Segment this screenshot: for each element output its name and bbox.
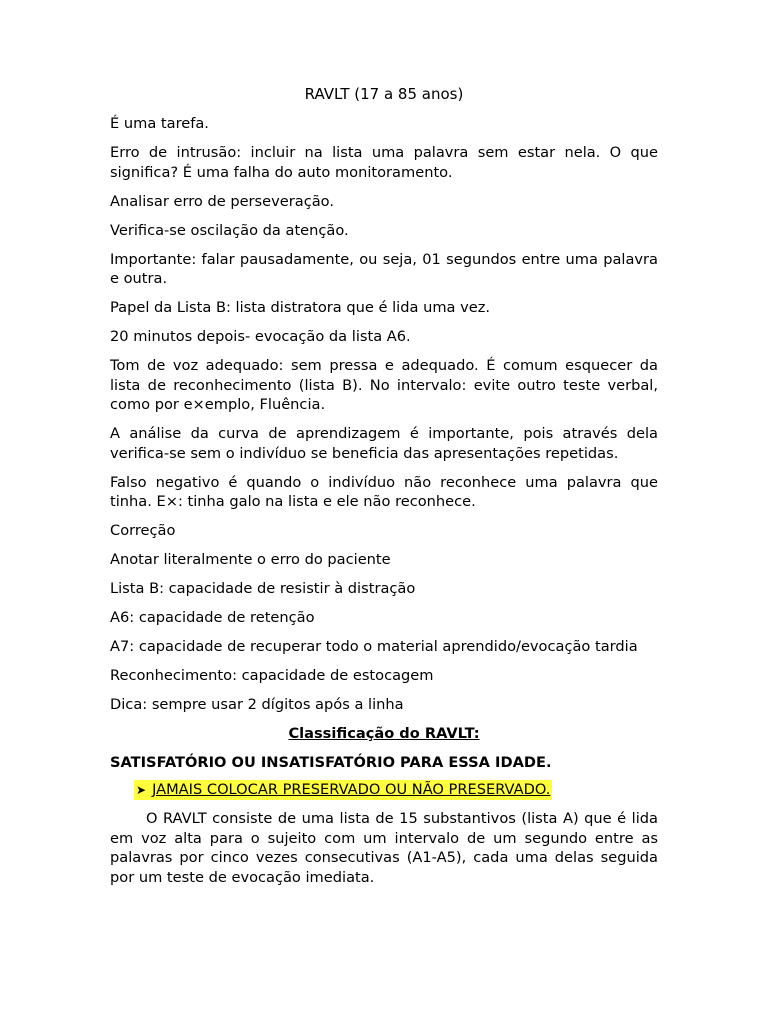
- paragraph-tarefa: É uma tarefa.: [110, 115, 209, 132]
- highlighted-bullet: [134, 780, 658, 800]
- paragraph-erro-intrusao: Erro de intrusão: incluir na lista uma palavra sem estar nela. O que significa? É uma falha do auto monitoramento.: [110, 144, 658, 181]
- paragraph-lista-b: Papel da Lista B: lista distratora que é lida uma vez.: [110, 299, 491, 316]
- paragraph-oscilacao: Verifica-se oscilação da atenção.: [110, 221, 349, 239]
- paragraph-anotar: Anotar literalmente o erro do paciente: [110, 551, 391, 568]
- paragraph-a6: A6: capacidade de retenção: [110, 609, 315, 626]
- caps-line: SATISFATÓRIO OU INSATISFATÓRIO PARA ESSA IDADE.: [110, 753, 552, 771]
- paragraph-reconhecimento: Reconhecimento: capacidade de estocagem: [110, 667, 434, 684]
- bullet-text: JAMAIS COLOCAR PRESERVADO OU NÃO PRESERVADO.: [152, 781, 551, 798]
- paragraph-correcao: Correção: [110, 522, 176, 539]
- arrow-bullet-icon: ➤: [134, 780, 152, 800]
- paragraph-curva-aprendizagem: A análise da curva de aprendizagem é importante, pois através dela verifica-se sem o indivíduo se beneficia das apresentações repetidas.: [110, 425, 658, 462]
- paragraph-a7: A7: capacidade de recuperar todo o material aprendido/evocação tardia: [110, 638, 638, 655]
- final-paragraph: O RAVLT consiste de uma lista de 15 substantivos (lista A) que é lida em voz alta para o sujeito com um intervalo de um segundo entre as palavras por cinco vezes consecutivas (A1-A5), cada uma delas seguida por um teste de evocação imediata.: [110, 810, 658, 886]
- paragraph-perseveracao: Analisar erro de perseveração.: [110, 192, 334, 210]
- paragraph-tom-de-voz: Tom de voz adequado: sem pressa e adequado. É comum esquecer da lista de reconhecimento (lista B). No intervalo: evite outro teste verbal, como por e×emplo, Fluência.: [110, 357, 658, 413]
- section-heading: Classificação do RAVLT:: [288, 725, 480, 742]
- paragraph-dica: Dica: sempre usar 2 dígitos após a linha: [110, 696, 404, 713]
- paragraph-importante: Importante: falar pausadamente, ou seja, 01 segundos entre uma palavra e outra.: [110, 250, 658, 287]
- paragraph-lista-b-capacidade: Lista B: capacidade de resistir à distração: [110, 580, 416, 597]
- paragraph-20-minutos: 20 minutos depois- evocação da lista A6.: [110, 328, 411, 345]
- paragraph-falso-negativo: Falso negativo é quando o indivíduo não reconhece uma palavra que tinha. E×: tinha galo na lista e ele não reconhece.: [110, 473, 658, 510]
- page-title: RAVLT (17 a 85 anos): [304, 85, 464, 103]
